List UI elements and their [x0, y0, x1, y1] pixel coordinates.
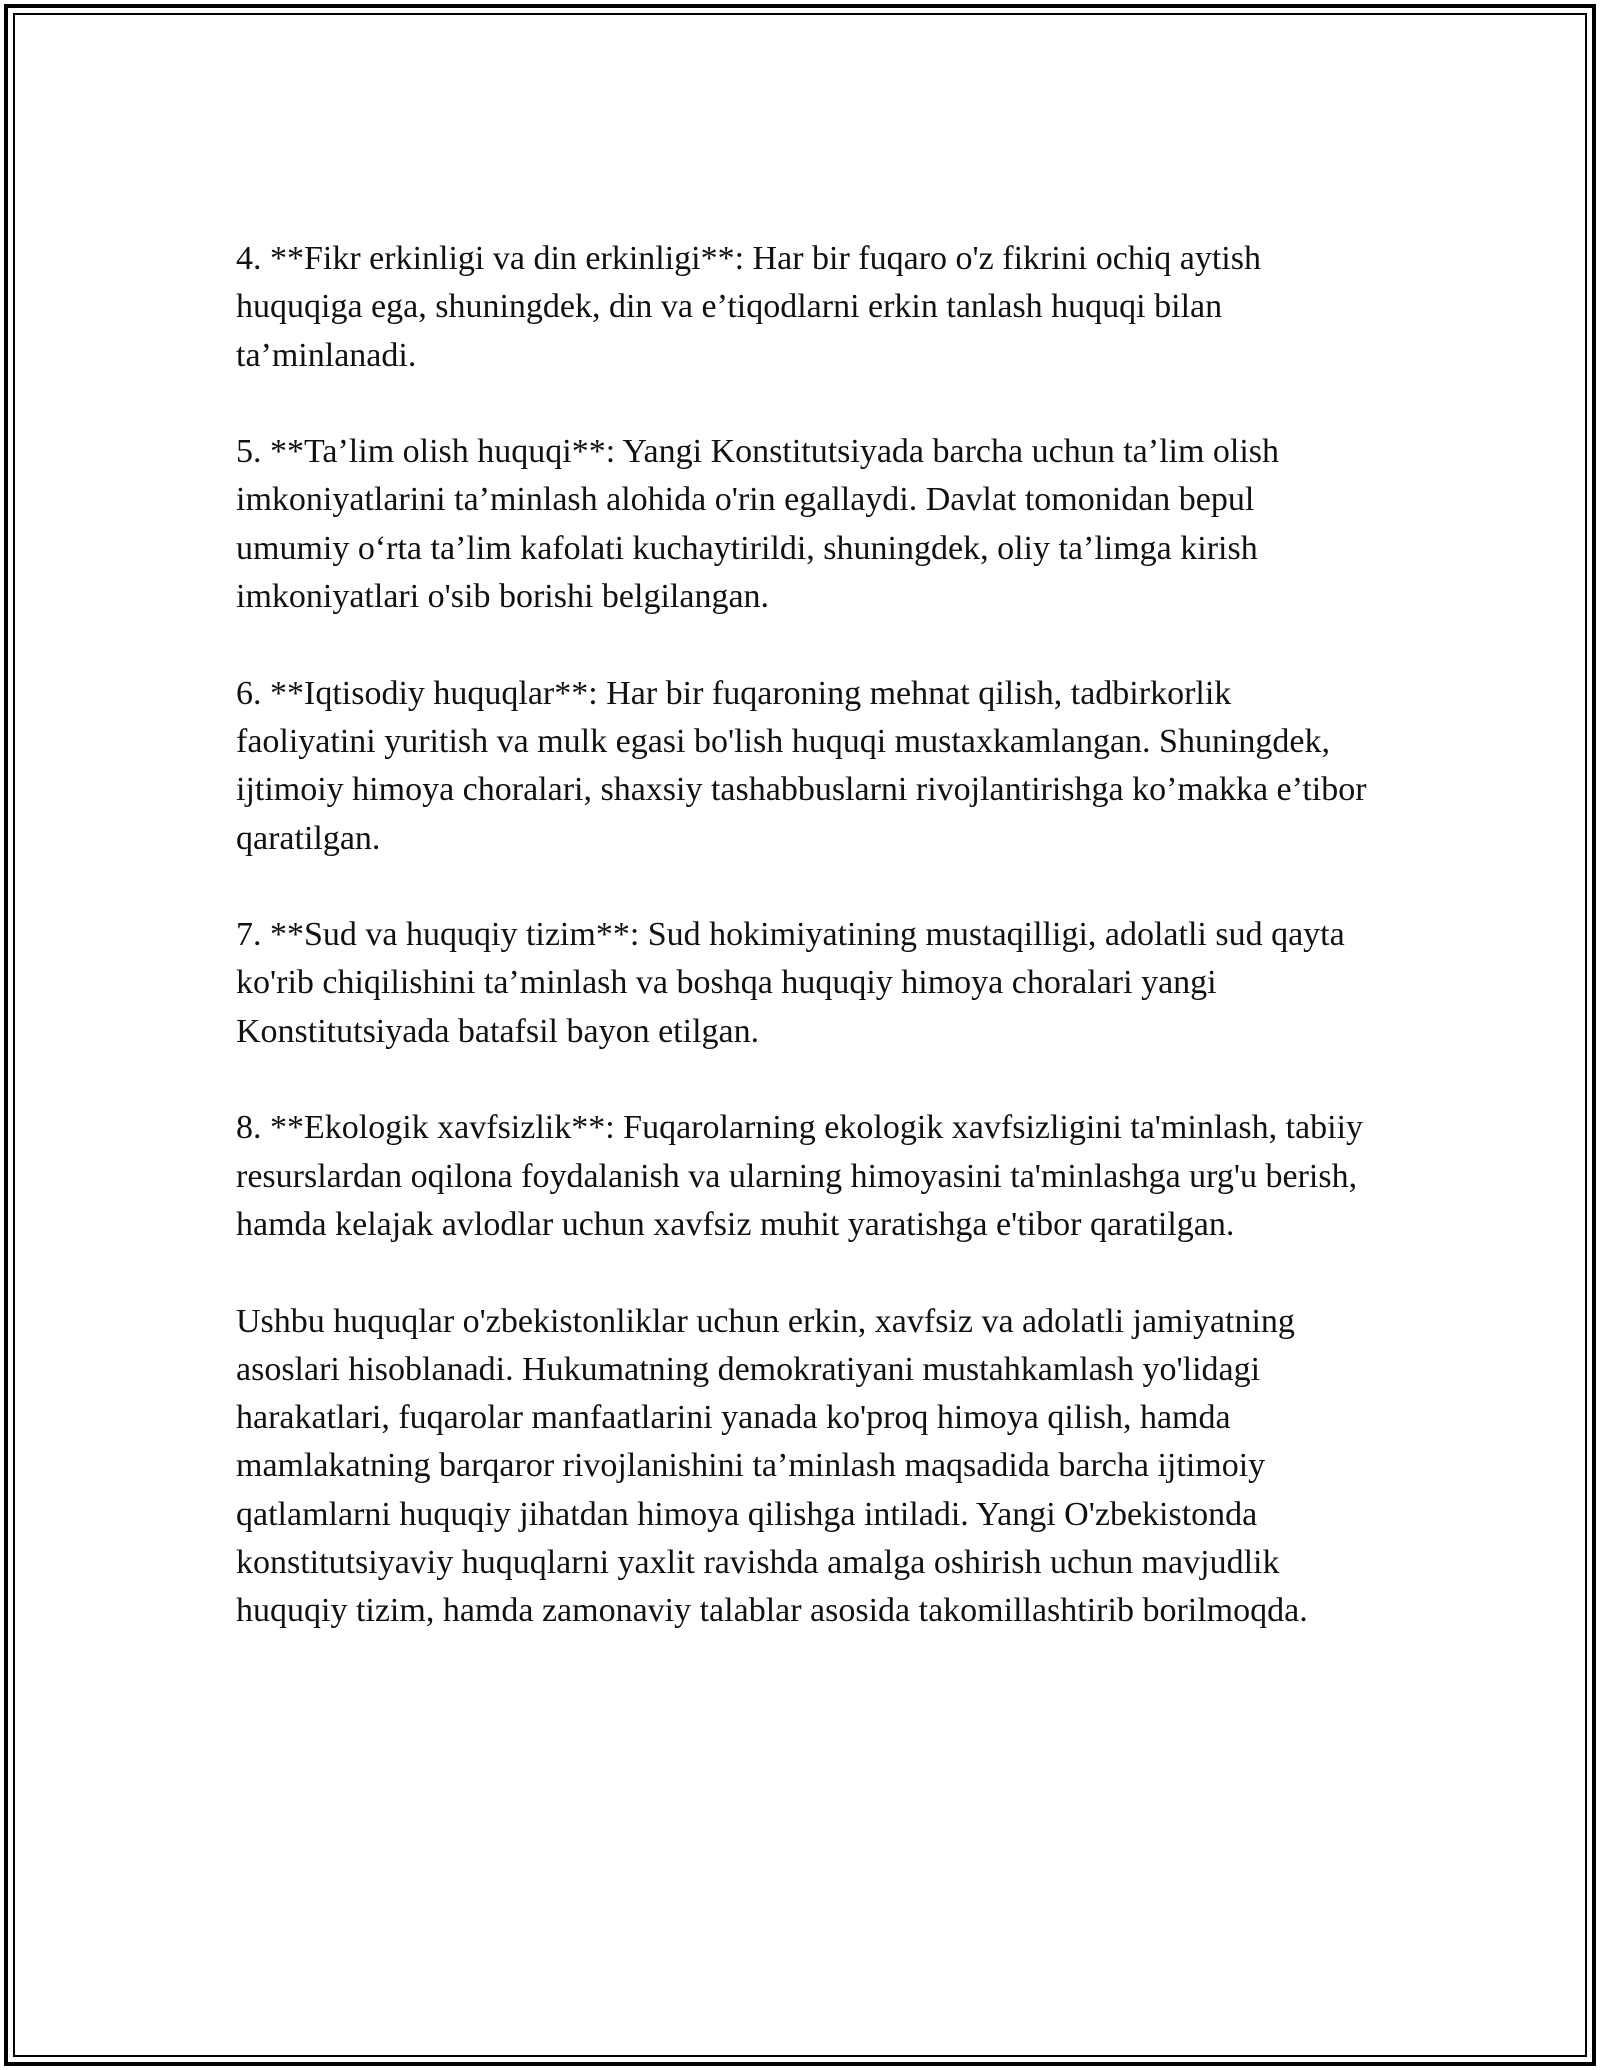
- document-body: [236, 235, 1376, 1636]
- paragraph-talim-olish-huquqi: 5. **Ta’lim olish huquqi**: Yangi Konstitutsiyada barcha uchun ta’lim olish imkoniyatlarini ta’minlash alohida o'rin egallaydi. Davlat tomonidan bepul umumiy o‘rta ta’lim kafolati kuchaytirildi, shuningdek, oliy ta’limga kirish imkoniyatlari o'sib borishi belgilangan.: [236, 433, 1280, 616]
- paragraph-ekologik-xavfsizlik: 8. **Ekologik xavfsizlik**: Fuqarolarning ekologik xavfsizligini ta'minlash, tabiiy resurslardan oqilona foydalanish va ularning himoyasini ta'minlashga urg'u berish, hamda kelajak avlodlar uchun xavfsiz muhit yaratishga e'tibor qaratilgan.: [236, 1109, 1364, 1243]
- paragraph-conclusion: Ushbu huquqlar o'zbekistonliklar uchun erkin, xavfsiz va adolatli jamiyatning asoslari hisoblanadi. Hukumatning demokratiyani mustahkamlash yo'lidagi harakatlari, fuqarolar manfaatlarini yanada ko'proq himoya qilish, hamda mamlakatning barqaror rivojlanishini ta’minlash maqsadida barcha ijtimoiy qatlamlarni huquqiy jihatdan himoya qilishga intiladi. Yangi O'zbekistonda konstitutsiyaviy huquqlarni yaxlit ravishda amalga oshirish uchun mavjudlik huquqiy tizim, hamda zamonaviy talablar asosida takomillashtirib borilmoqda.: [236, 1302, 1308, 1630]
- paragraph-fikr-erkinligi: 4. **Fikr erkinligi va din erkinligi**: Har bir fuqaro o'z fikrini ochiq aytish huquqiga ega, shuningdek, din va e’tiqodlarni erkin tanlash huquqi bilan ta’minlanadi.: [236, 240, 1261, 374]
- paragraph-iqtisodiy-huquqlar: 6. **Iqtisodiy huquqlar**: Har bir fuqaroning mehnat qilish, tadbirkorlik faoliyatini yuritish va mulk egasi bo'lish huquqi mustaxkamlangan. Shuningdek, ijtimoiy himoya choralari, shaxsiy tashabbuslarni rivojlantirishga ko’makka e’tibor qaratilgan.: [236, 674, 1367, 857]
- paragraph-sud-va-huquqiy-tizim: 7. **Sud va huquqiy tizim**: Sud hokimiyatining mustaqilligi, adolatli sud qayta ko'rib chiqilishini ta’minlash va boshqa huquqiy himoya choralari yangi Konstitutsiyada batafsil bayon etilgan.: [236, 916, 1345, 1050]
